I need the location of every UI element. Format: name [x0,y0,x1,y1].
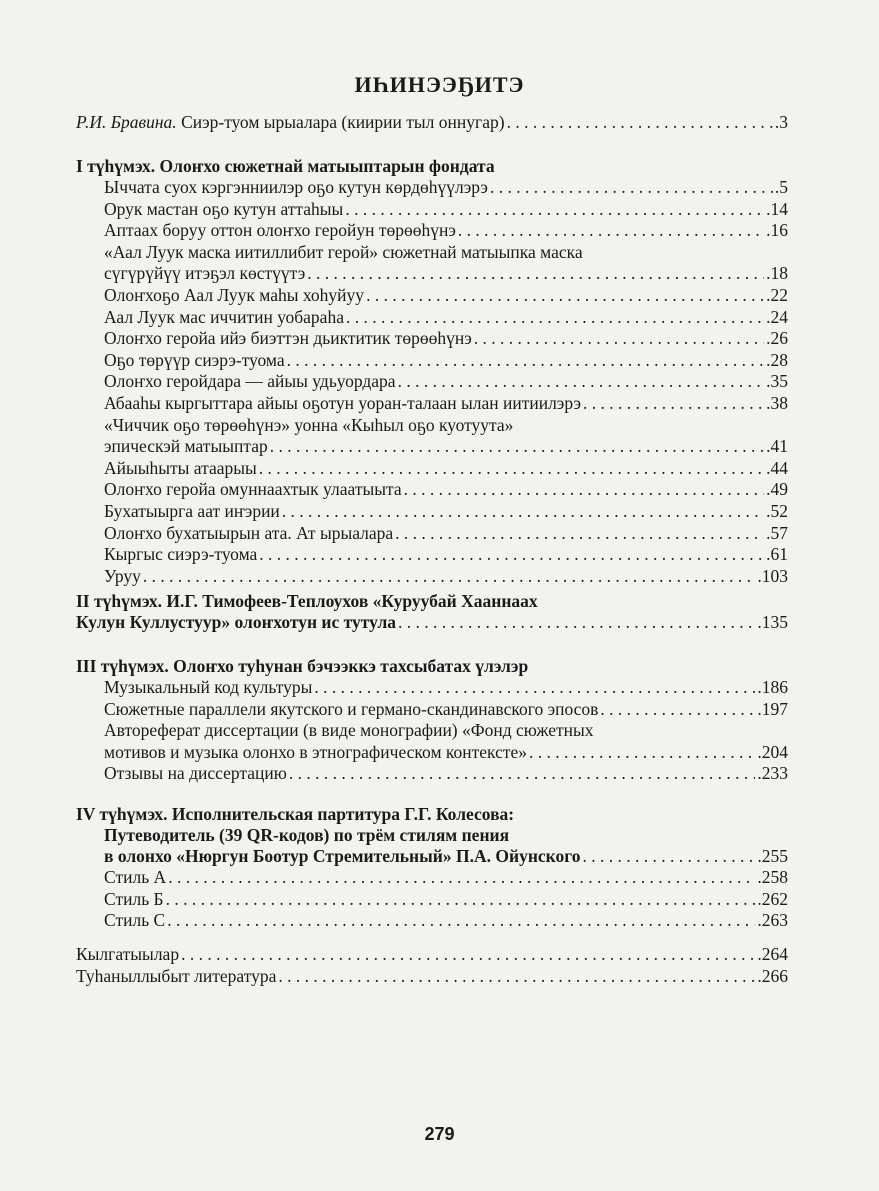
dot-leader [490,175,773,199]
intro-author: Р.И. Бравина. [76,112,177,132]
toc-entry-part2 [76,610,788,634]
dot-leader [398,610,755,634]
entry-title: Олоҥхоҕо Аал Луук маһы хоһуйуу [104,285,365,305]
page-ref: .38 [766,393,788,413]
page-ref: .266 [757,966,788,986]
part2-heading-line2: Кулун Куллустуур» олоҥхотун ис тутула [76,612,397,632]
dot-leader [181,942,755,966]
page-ref: .5 [774,177,788,197]
dot-leader [289,761,756,785]
toc-entry [76,964,788,988]
entry-title: Олоҥхо геройдара — айыы удьуордара [104,371,396,392]
dot-leader [583,391,764,415]
dot-leader [366,283,764,307]
toc-entry [104,718,788,742]
dot-leader [507,110,773,134]
entry-title: Олоҥхо геройа ийэ биэттэн дьиктитик төрөөһүнэ [104,328,472,349]
entry-title: «Чиччик оҕо төрөөһүнэ» уонна «Кыһыл оҕо куотуута» [104,414,514,435]
entry-title: Стиль А [104,867,167,887]
page-ref: .28 [766,349,788,370]
dot-leader [287,348,765,372]
toc-entry [104,197,788,221]
dot-leader [600,697,755,721]
toc-entry [104,542,788,566]
entry-title: Бухатыырга аат иҥэрии [104,501,280,521]
entry-title: Стиль С [104,910,166,930]
page-ref: .255 [757,846,788,866]
toc-entry [104,326,788,350]
part3-heading: III түһүмэх. Олоҥхо туһунан бэчээккэ тахсыбатах үлэлэр [76,656,529,676]
entry-title: Уруу [104,565,141,586]
dot-leader [259,456,764,480]
dot-leader [282,499,764,523]
entry-title: Олоҥхо бухатыырын ата. Ат ырыалара [104,522,394,543]
dot-leader [398,369,765,393]
toc-entry [104,675,788,699]
page-ref: .197 [757,698,788,719]
page-ref: .49 [766,479,788,500]
page-title: ИҺИНЭЭҔИТЭ [354,72,525,97]
toc-entry [104,283,788,307]
page-ref: .186 [757,677,788,697]
dot-leader [314,675,755,699]
toc-entry [104,456,788,480]
toc-entry [104,413,788,437]
page-ref: .233 [757,763,788,783]
toc-entry [104,391,788,415]
dot-leader [346,305,764,329]
dot-leader [270,434,764,458]
toc-entry [104,564,788,588]
toc-entry [104,761,788,785]
toc-entry [104,865,788,889]
entry-title: Кылгатыылар [76,944,180,964]
page-ref: .264 [757,944,788,964]
page-ref: .3 [774,112,788,132]
entry-title: Сюжетные параллели якутского и германо-скандинавского эпосов [104,698,599,719]
toc-entry [104,218,788,242]
toc-entry [104,521,788,545]
intro-text: Сиэр-туом ырыалара (киирии тыл оннугар) [176,112,505,132]
dot-leader [259,542,764,566]
dot-leader [278,964,755,988]
dot-leader [404,477,764,501]
page-ref: .262 [757,888,788,909]
entry-title: Орук мастан оҕо кутун аттаһыы [104,198,344,219]
toc-entry [104,305,788,329]
entry-title: Олоҥхо геройа омуннаахтык улаатыыта [104,479,402,500]
toc-entry [104,740,788,764]
page-ref: .61 [766,544,788,565]
dot-leader [167,908,755,932]
page-ref: .26 [766,328,788,349]
part4-heading-line2: Путеводитель (39 QR-кодов) по трём стилям пения [104,825,510,845]
page-ref: .14 [766,198,788,219]
dot-leader [143,564,756,588]
page-ref: .16 [766,220,788,241]
page-ref: .24 [766,306,788,327]
dot-leader [395,521,764,545]
dot-leader [168,865,755,889]
entry-title: Аптаах боруу оттон олоҥхо геройун төрөөһүнэ [104,220,456,241]
toc-entry [104,477,788,501]
toc-entry [104,175,788,199]
toc-entry [104,499,788,523]
entry-title: Айыыһыты атаарыы [104,457,257,478]
page-ref: .41 [766,436,788,457]
part4-heading-line3: в олонхо «Нюргун Боотур Стремительный» П.А. Ойунского [104,846,581,866]
entry-title: Стиль Б [104,888,164,909]
page-ref: .18 [766,263,788,284]
entry-title: Отзывы на диссертацию [104,763,287,783]
entry-title: мотивов и музыка олонхо в этнографическом контексте» [104,741,528,762]
entry-title: Музыкальный код культуры [104,677,313,697]
page-ref: .103 [757,565,788,586]
toc-entry [76,942,788,966]
page-ref: .35 [766,371,788,392]
dot-leader [474,326,764,350]
entry-title: эпическэй матыыптар [104,436,268,457]
entry-title: сүгүрүйүү итэҕэл көстүүтэ [104,263,306,284]
part4-heading-line1: IV түһүмэх. Исполнительская партитура Г.Г. Колесова: [76,804,515,824]
toc-entry [104,369,788,393]
dot-leader [529,740,755,764]
entry-title: Абааһы кыргыттара айыы оҕотун уоран-талаан ылан иитиилэрэ [104,393,582,413]
toc-entry [104,887,788,911]
page-ref: .258 [757,867,788,887]
entry-title: Аал Луук мас иччитин уобараһа [104,306,344,327]
page-ref: .204 [757,741,788,762]
page-ref: .135 [757,612,788,632]
entry-title: Кыргыс сиэрэ-туома [104,544,258,565]
part2-heading-line1: II түһүмэх. И.Г. Тимофеев-Теплоухов «Куруубай Хааннаах [76,591,538,611]
dot-leader [307,261,764,285]
page-ref: .44 [766,457,788,478]
page-number: 279 [424,1124,455,1144]
part1-heading: I түһүмэх. Олоҥхо сюжетнай матыыптарын фондата [76,156,495,176]
entry-title: Автореферат диссертации (в виде монографии) «Фонд сюжетных [104,720,594,740]
entry-title: Туһаныллыбыт литература [76,966,277,986]
dot-leader [166,887,756,911]
page-ref: .263 [757,910,788,930]
toc-entry [104,908,788,932]
toc-entry-intro [76,110,788,134]
toc-entry [104,240,788,264]
dot-leader [345,197,764,221]
page-ref: .52 [766,501,788,521]
entry-title: «Аал Луук маска иитиллибит герой» сюжетнай матыыпка маска [104,241,583,262]
toc-entry [104,261,788,285]
entry-title: Оҕо төрүүр сиэрэ-туома [104,349,285,370]
toc-entry [104,348,788,372]
page-ref: .22 [766,285,788,305]
toc-entry [104,434,788,458]
entry-title: Ыччата суох кэргэнниилэр оҕо кутун көрдөһүүлэрэ [104,177,488,197]
toc-entry [104,697,788,721]
page-ref: .57 [766,522,788,543]
dot-leader [458,218,764,242]
